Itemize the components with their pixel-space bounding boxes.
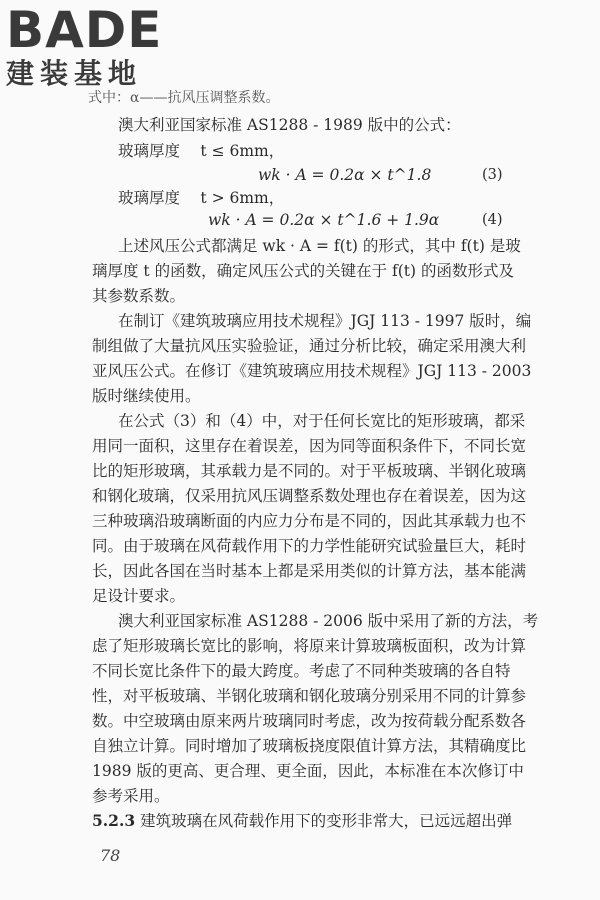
paragraph-line: 足设计要求。 (92, 587, 186, 605)
section-text: 建筑玻璃在风荷载作用下的变形非常大，已远远超出弹 (140, 812, 513, 830)
section-number: 5.2.3 (92, 811, 136, 830)
paragraph-line: 用同一面积，这里存在着误差，因为同等面积条件下，不同长宽 (92, 437, 527, 455)
condition-thin-glass: 玻璃厚度 t ≤ 6mm， (118, 142, 285, 160)
formula-4: wk · A = 0.2α × t^1.6 + 1.9α (208, 211, 440, 229)
paragraph-line: 亚风压公式。在修订《建筑玻璃应用技术规程》JGJ 113 - 2003 (92, 362, 532, 380)
page-number: 78 (100, 846, 121, 865)
paragraph-line: 不同长宽比条件下的最大跨度。考虑了不同种类玻璃的各自特 (92, 662, 511, 680)
paragraph-line: 数。中空玻璃由原来两片玻璃同时考虑，改为按荷载分配系数各 (92, 712, 527, 730)
paragraph-line: 澳大利亚国家标准 AS1288 - 2006 版中采用了新的方法，考 (118, 612, 539, 630)
equation-number-4: (4) (482, 212, 503, 228)
paragraph-line: 1989 版的更高、更合理、更全面，因此，本标准在本次修订中 (92, 762, 524, 780)
paragraph-line: 在公式（3）和（4）中，对于任何长宽比的矩形玻璃，都采 (118, 412, 526, 430)
logo-wordmark: BADE (6, 1, 163, 59)
paragraph-line: 自独立计算。同时增加了玻璃板挠度限值计算方法，其精确度比 (92, 737, 527, 755)
paragraph-line: 版时继续使用。 (92, 387, 201, 405)
paragraph-line: 和钢化玻璃，仅采用抗风压调整系数处理也存在着误差，因为这 (92, 487, 527, 505)
condition-thick-glass: 玻璃厚度 t > 6mm， (118, 189, 285, 207)
paragraph-line: 长，因此各国在当时基本上都是采用类似的计算方法，基本能满 (92, 562, 527, 580)
intro-line: 式中：α——抗风压调整系数。 (88, 90, 280, 106)
paragraph-line: 制组做了大量抗风压实验验证，通过分析比较，确定采用澳大利 (92, 337, 527, 355)
paragraph-line: 比的矩形玻璃，其承载力是不同的。对于平板玻璃、半钢化玻璃 (92, 462, 527, 480)
paragraph-line: 三种玻璃沿玻璃断面的内应力分布是不同的，因此其承载力也不 (92, 512, 527, 530)
paragraph-line: 上述风压公式都满足 wk · A = f(t) 的形式，其中 f(t) 是玻 (118, 237, 521, 255)
section-heading-line (92, 811, 512, 831)
paragraph-line: 虑了矩形玻璃长宽比的影响，将原来计算玻璃板面积，改为计算 (92, 637, 527, 655)
logo-subtitle: 建装基地 (6, 57, 143, 90)
paragraph-line: 璃厚度 t 的函数，确定风压公式的关键在于 f(t) 的函数形式及 (92, 262, 514, 280)
paragraph-line: 参考采用。 (92, 787, 170, 805)
paragraph-line: 在制订《建筑玻璃应用技术规程》JGJ 113 - 1997 版时，编 (118, 312, 532, 330)
formula-3: wk · A = 0.2α × t^1.8 (258, 166, 432, 184)
paragraph-line: 其参数系数。 (92, 287, 186, 305)
paragraph-line: 性，对平板玻璃、半钢化玻璃和钢化玻璃分别采用不同的计算参 (92, 687, 527, 705)
paragraph-line: 同。由于玻璃在风荷载作用下的力学性能研究试验量巨大，耗时 (92, 537, 527, 555)
standard-1989-line: 澳大利亚国家标准 AS1288 - 1989 版中的公式： (118, 116, 461, 134)
equation-number-3: (3) (482, 167, 503, 183)
